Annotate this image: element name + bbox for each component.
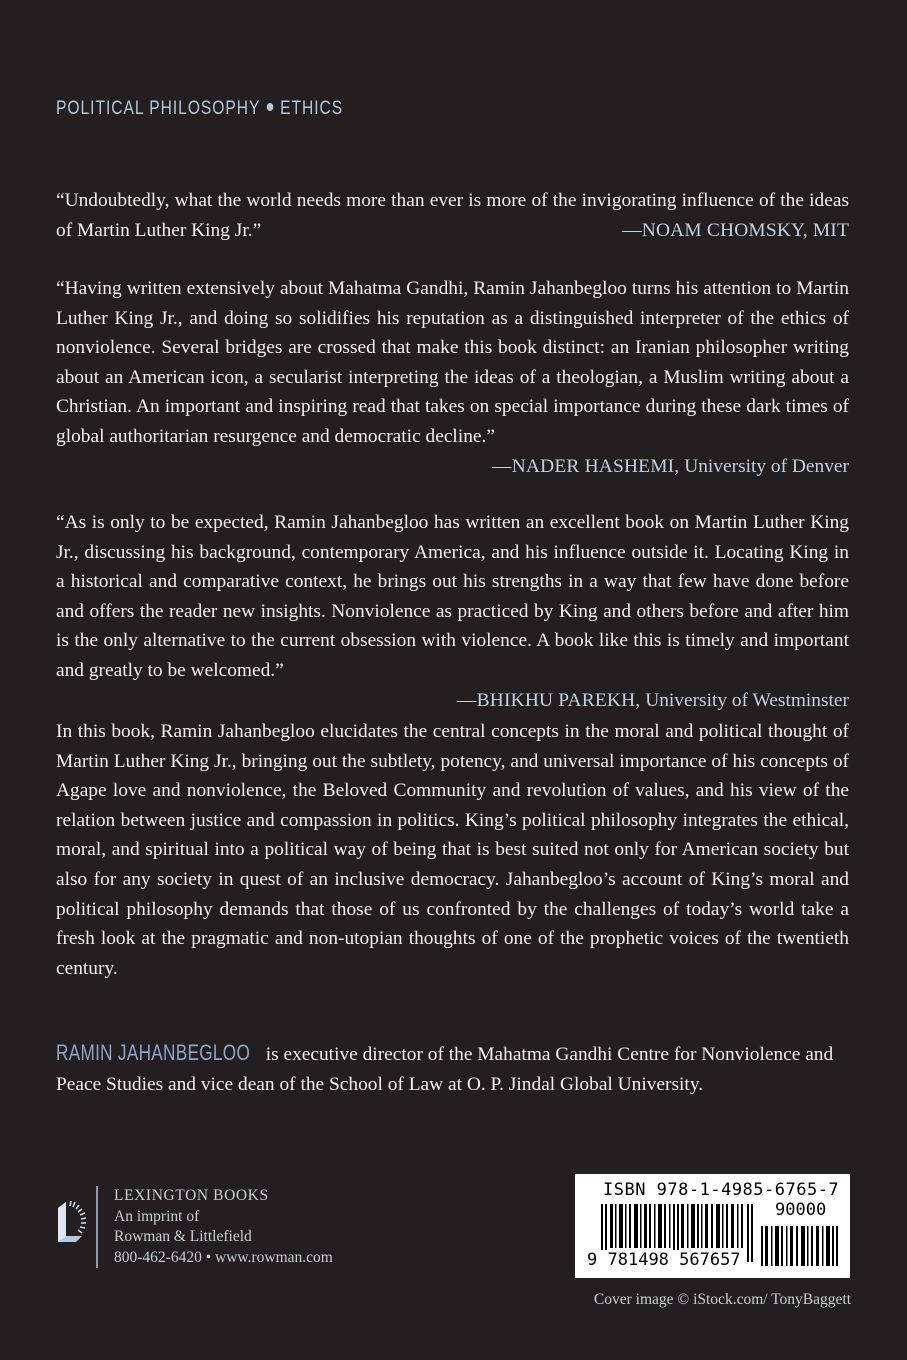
book-description: In this book, Ramin Jahanbegloo elucidates the central concepts in the moral and political thought of Martin Luther King Jr., bringing out the subtlety, potency, and universal importance of his concepts of Agape love and nonviolence, the Beloved Community and revolution of values, and his view of the relation between justice and compassion in politics. King’s political philosophy integrates the ethical, moral, and spiritual into a political way of being that is best suited not only for American society but also for any society in quest of an inclusive democracy. Jahanbegloo’s account of King’s moral and political philosophy demands that those of us confronted by the challenges of today’s world take a fresh look at the pragmatic and non-utopian thoughts of one of the prophetic voices of the twentieth century. <box>56 721 849 979</box>
publisher-contact <box>114 1248 333 1269</box>
category-political-philosophy: POLITICAL PHILOSOPHY <box>56 98 261 119</box>
endorsement-parekh <box>56 508 849 715</box>
endorsement-quote: “Having written extensively about Mahatma Gandhi, Ramin Jahanbegloo turns his attention to Martin Luther King Jr., and doing so solidifies his reputation as a distinguished interpreter of the ethics of nonviolence. Several bridges are crossed that make this book distinct: an Iranian philosopher writing about an American icon, a secularist interpreting the ideas of a theologian, a Muslim writing about a Christian. An important and inspiring read that takes on special importance during these dark times of global authoritarian resurgence and democratic decline.” <box>56 278 849 447</box>
publisher-imprint-line: An imprint of <box>114 1207 200 1225</box>
cover-image-credit: Cover image © iStock.com/ TonyBaggett <box>593 1291 851 1308</box>
publisher-name: LEXINGTON BOOKS <box>114 1187 269 1204</box>
bullet-separator-icon <box>267 103 274 111</box>
ean-number: 9 781498 567657 <box>587 1250 741 1270</box>
publisher-parent: Rowman & Littlefield <box>114 1228 252 1246</box>
category-label <box>56 98 343 120</box>
endorsement-attribution: —NOAM CHOMSKY, MIT <box>622 219 849 241</box>
endorsement-attribution: —BHIKHU PAREKH, University of Westminster <box>457 689 849 711</box>
addon-barcode-bars-icon <box>761 1226 839 1266</box>
author-bio-text: is executive director of the Mahatma Gandhi Centre for Nonviolence and Peace Studies and vice dean of the School of Law at O. P. Jindal Global University. <box>56 1044 834 1095</box>
publisher-phone: 800-462-6420 <box>114 1248 202 1266</box>
endorsement-quote: “Undoubtedly, what the world needs more than ever is more of the invigorating influence of the ideas of Martin Luther King Jr.” <box>56 190 849 241</box>
author-name: RAMIN JAHANBEGLOO <box>56 1040 251 1065</box>
lexington-logo-icon <box>52 1198 92 1248</box>
bullet-icon: • <box>205 1248 212 1266</box>
isbn-label: ISBN 978-1-4985-6765-7 <box>603 1180 840 1200</box>
endorsement-attribution: —NADER HASHEMI, University of Denver <box>492 455 849 477</box>
author-bio <box>56 1038 849 1099</box>
endorsement-chomsky <box>56 186 849 245</box>
publisher-divider <box>96 1186 98 1268</box>
isbn-barcode <box>575 1174 850 1278</box>
category-ethics: ETHICS <box>280 98 344 119</box>
publisher-website: www.rowman.com <box>215 1248 333 1266</box>
endorsement-hashemi <box>56 274 849 481</box>
price-code: 90000 <box>775 1200 827 1220</box>
endorsement-quote: “As is only to be expected, Ramin Jahanbegloo has written an excellent book on Martin Luther King Jr., discussing his background, contemporary America, and his influence outside it. Locating King in a historical and comparative context, he brings out his strengths in a way that few have done before and offers the reader new insights. Nonviolence as practiced by King and others before and after him is the only alternative to the current obsession with violence. A book like this is timely and important and greatly to be welcomed.” <box>56 512 849 681</box>
publisher-info <box>114 1186 333 1268</box>
